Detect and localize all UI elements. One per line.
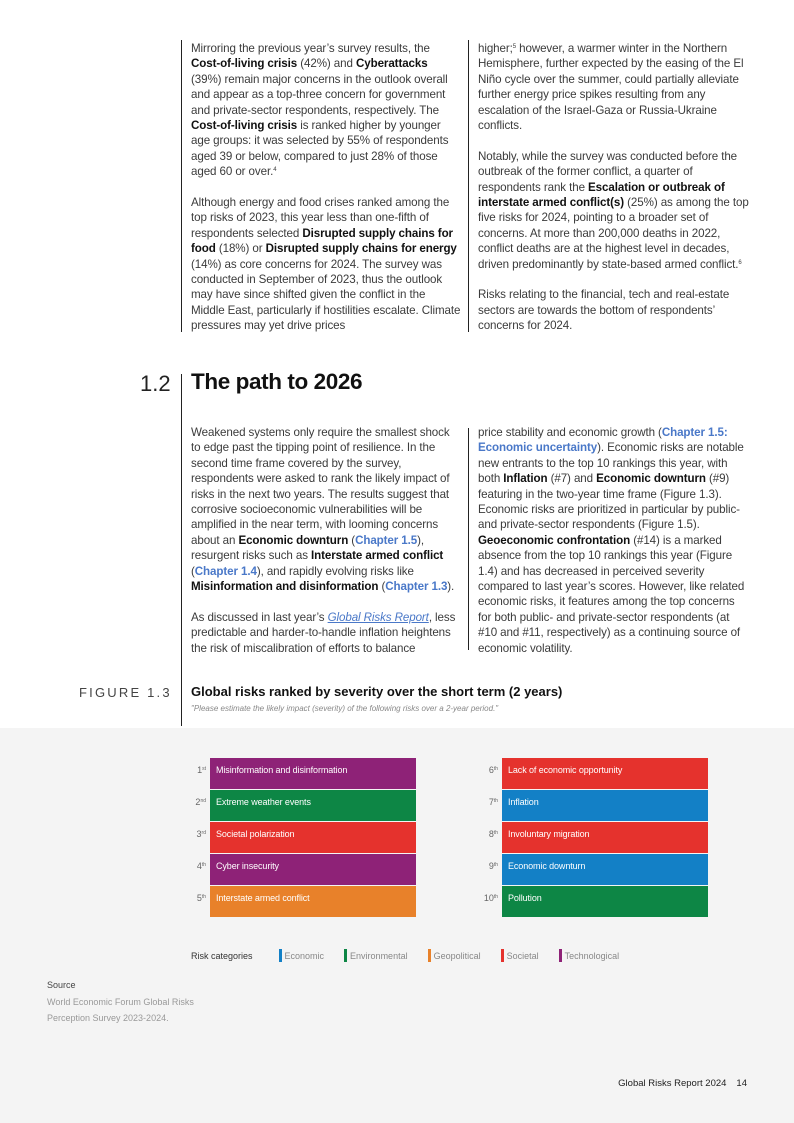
rank-number: 1st (197, 765, 206, 775)
section-heading-divider (181, 374, 182, 396)
risk-category-legend (191, 949, 639, 962)
rank-number: 5th (196, 893, 206, 903)
global-risks-report-link[interactable]: Global Risks Report (327, 610, 429, 624)
top-right-paragraph-1: higher;$^5$ however, a warmer winter in the Northern Hemisphere, further expected by the easing of the El Niño cycle over the summer, could partially alleviate further energy price spikes resulting from any escalation of the Israel-Gaza or Russia-Ukraine conflicts. (478, 42, 744, 133)
legend-item-environmental: Environmental (344, 949, 408, 962)
rank-row (186, 886, 416, 917)
legend-item-societal: Societal (501, 949, 539, 962)
source-text: World Economic Forum Global Risks Perception Survey 2023-2024. (47, 997, 194, 1023)
legend-item-economic: Economic (279, 949, 325, 962)
rank-number: 7th (488, 797, 498, 807)
chapter-link-1-4[interactable]: Chapter 1.4 (194, 564, 257, 578)
body-left-divider (181, 396, 182, 726)
rank-row (473, 822, 708, 853)
section-title: The path to 2026 (191, 369, 363, 394)
legend-title: Risk categories (191, 950, 253, 961)
chapter-link-1-5-economic[interactable]: Chapter 1.5: Economic uncertainty (478, 426, 728, 455)
legend-item-technological: Technological (559, 949, 620, 962)
legend-item-geopolitical: Geopolitical (428, 949, 481, 962)
rank-row (473, 790, 708, 821)
rank-number: 8th (488, 829, 498, 839)
rank-bar: Inflation (502, 790, 708, 821)
footnote-ref[interactable]: 6 (738, 259, 742, 266)
rank-number: 4th (196, 861, 206, 871)
footnote-ref[interactable]: 4 (273, 167, 277, 174)
legend-swatch (501, 949, 504, 962)
rank-bar: Lack of economic opportunity (502, 758, 708, 789)
chapter-link-1-3[interactable]: Chapter 1.3 (385, 580, 448, 594)
footnote-ref[interactable]: 5 (512, 44, 516, 50)
rank-number: 9th (488, 861, 498, 871)
body-left-column (191, 425, 461, 671)
top-right-paragraph-3: Risks relating to the financial, tech and real-estate sectors are towards the bottom of respondents’ concerns for 2024. (478, 288, 730, 333)
figure-subtitle: "Please estimate the likely impact (severity) of the following risks over a 2-year period." (191, 704, 499, 713)
legend-swatch (559, 949, 562, 962)
rank-row (186, 854, 416, 885)
page-number: 14 (736, 1078, 747, 1089)
body-left-paragraph-2: As discussed in last year’s Global Risks Report, less predictable and harder-to-handle inflation heightens the risk of miscalibration of efforts to balance (191, 610, 456, 655)
legend-swatch (279, 949, 282, 962)
top-left-paragraph-1: Mirroring the previous year’s survey results, the Cost-of-living crisis (42%) and Cyberattacks (39%) remain major concerns in the outlook overall and appear as a top-three concern for government and private-sector respondents, respectively. The Cost-of-living crisis is ranked higher by younger age groups: it was selected by 55% of respondents aged 39 or below, compared to just 28% of those aged 60 or over.$^4$ (191, 42, 449, 179)
rank-bar: Misinformation and disinformation (210, 758, 416, 789)
source-heading: Source (47, 980, 76, 990)
section-number: 1.2 (140, 371, 171, 396)
rank-bar: Pollution (502, 886, 708, 917)
legend-swatch (344, 949, 347, 962)
body-right-paragraph-1: price stability and economic growth (Chapter 1.5: Economic uncertainty). Economic risks are notable new entrants to the top 10 rankings this year, with both Inflation (#7) and Economic downturn (#9) featuring in the two-year time frame (Figure 1.3). Economic risks are prioritized in particular by public- and private-sector respondents (Figure 1.5). Geoeconomic confrontation (#14) is a marked absence from the top 10 rankings this year (Figure 1.4) and has decreased in perceived severity compared to last year’s scores. However, like related economic risks, it features among the top concerns for both public- and private-sector respondents (at #10 and #11, respectively) as a continuing source of economic volatility. (478, 426, 745, 655)
top-left-column (191, 41, 461, 349)
figure-label: FIGURE 1.3 (79, 685, 172, 700)
rank-number: 6th (488, 765, 498, 775)
rank-bar: Societal polarization (210, 822, 416, 853)
top-right-divider (468, 40, 469, 332)
rank-row (186, 822, 416, 853)
rank-row (186, 790, 416, 821)
rank-row (473, 758, 708, 789)
rank-row (473, 854, 708, 885)
figure-title: Global risks ranked by severity over the short term (2 years) (191, 684, 563, 699)
page-footer (618, 1078, 747, 1089)
rank-bar: Extreme weather events (210, 790, 416, 821)
rank-number: 10th (483, 893, 498, 903)
body-right-column (478, 425, 750, 671)
rank-number: 3rd (196, 829, 206, 839)
rank-bar: Cyber insecurity (210, 854, 416, 885)
chapter-link-1-5[interactable]: Chapter 1.5 (355, 533, 418, 547)
body-left-paragraph-1: Weakened systems only require the smallest shock to edge past the tipping point of resilience. In the second time frame covered by the survey, respondents were asked to rank the likely impact of risks in the next two years. The results suggest that corrosive socioeconomic vulnerabilities will be amplified in the near term, with looming concerns about an Economic downturn (Chapter 1.5), resurgent risks such as Interstate armed conflict (Chapter 1.4), and rapidly evolving risks like Misinformation and disinformation (Chapter 1.3). (191, 426, 455, 594)
rank-bar: Economic downturn (502, 854, 708, 885)
rank-row (186, 758, 416, 789)
top-right-paragraph-2: Notably, while the survey was conducted before the outbreak of the former conflict, a quarter of respondents rank the Escalation or outbreak of interstate armed conflict(s) (25%) as among the top five risks for 2024, pointing to a broader set of concerns. At more than 200,000 deaths in 2022, conflict deaths are at the highest level in decades, driven predominantly by state-based armed conflict.$^6$ (478, 149, 749, 271)
top-left-divider (181, 40, 182, 332)
rank-number: 2nd (195, 797, 206, 807)
legend-swatch (428, 949, 431, 962)
rank-bar: Involuntary migration (502, 822, 708, 853)
body-right-divider (468, 428, 469, 650)
rank-bar: Interstate armed conflict (210, 886, 416, 917)
rank-row (473, 886, 708, 917)
top-right-column (478, 41, 750, 349)
top-left-paragraph-2: Although energy and food crises ranked among the top risks of 2023, this year less than one-fifth of respondents selected Disrupted supply chains for food (18%) or Disrupted supply chains for energy (14%) as core concerns for 2024. The survey was conducted in September of 2023, thus the outlook may have since shifted given the conflict in the Middle East, particularly if hostilities escalate. Climate pressures may yet drive prices (191, 196, 461, 333)
report-title: Global Risks Report 2024 (618, 1078, 727, 1089)
